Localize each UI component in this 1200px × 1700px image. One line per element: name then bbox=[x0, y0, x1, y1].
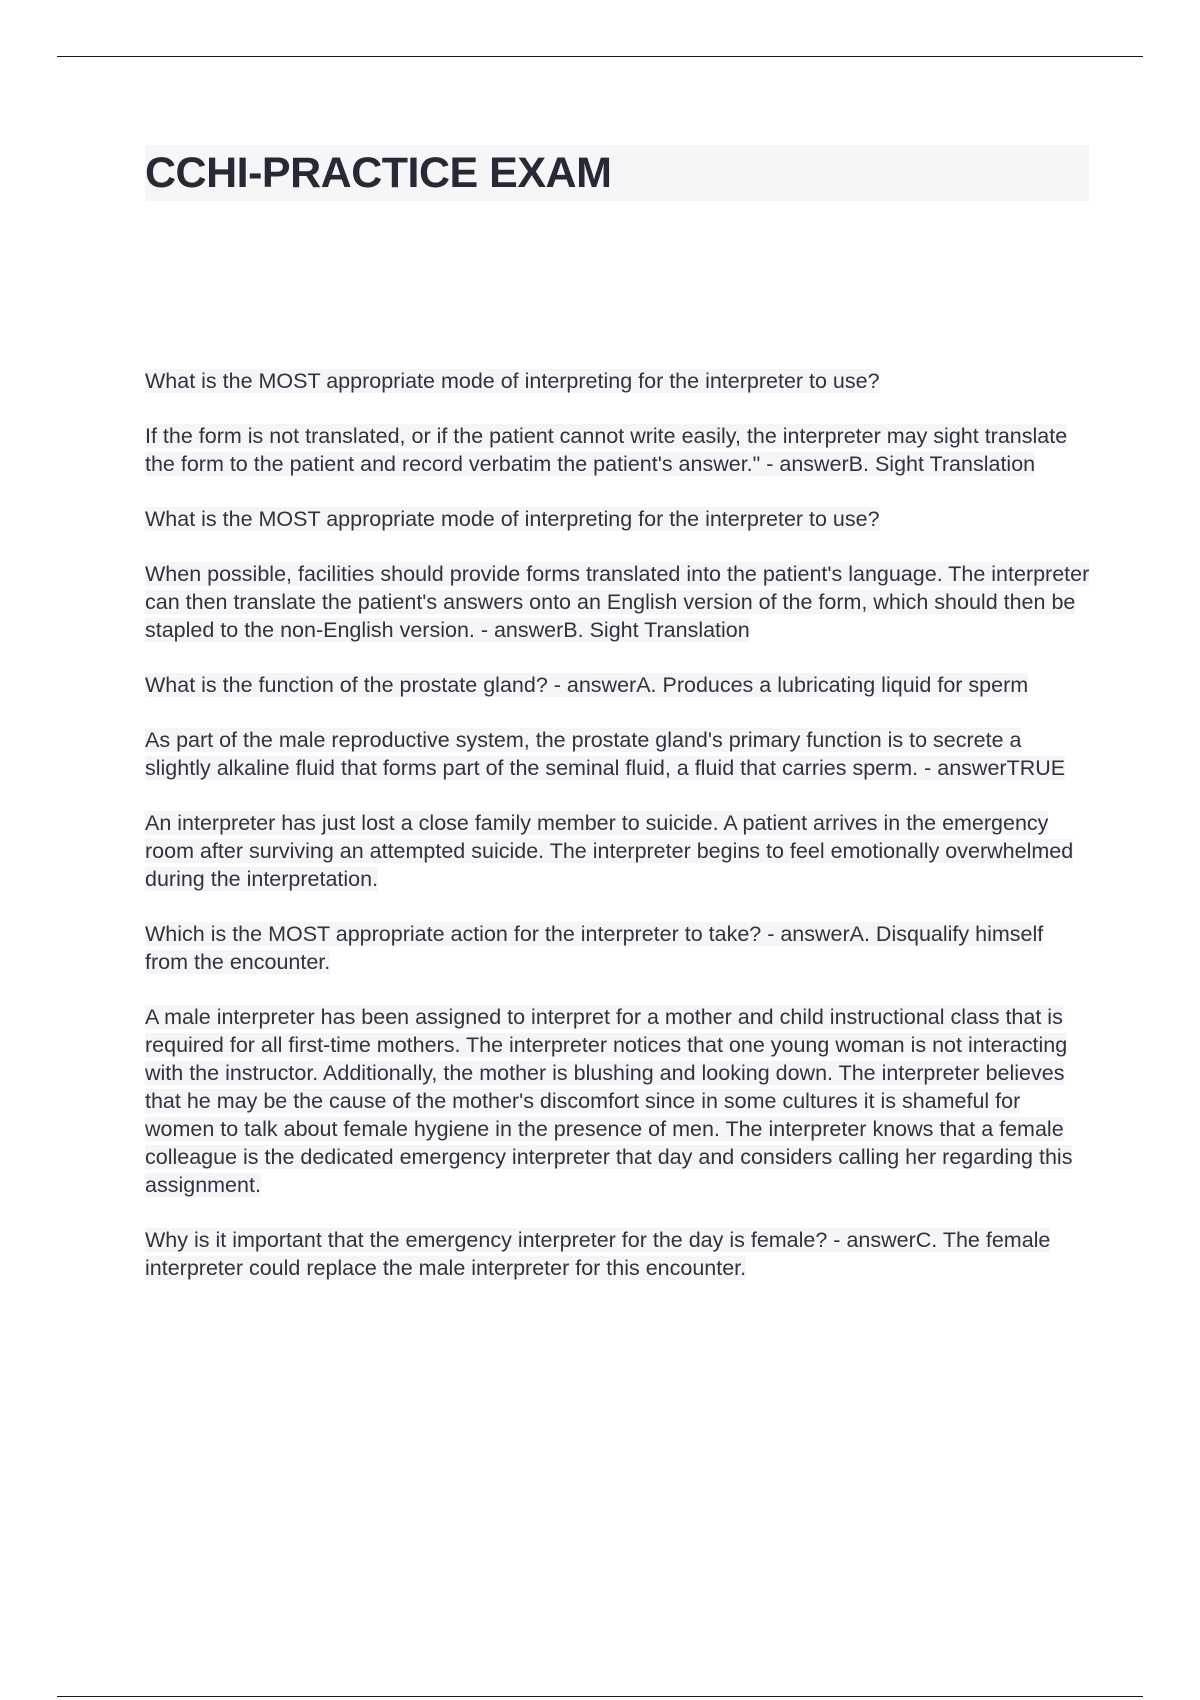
document-body bbox=[145, 367, 1091, 1309]
paragraph-8 bbox=[145, 920, 1091, 976]
page-title: CCHI-PRACTICE EXAM bbox=[145, 149, 612, 197]
paragraph-1 bbox=[145, 367, 1091, 395]
paragraph-6 bbox=[145, 726, 1091, 782]
paragraph-4 bbox=[145, 560, 1091, 644]
paragraph-text: If the form is not translated, or if the patient cannot write easily, the interpreter may sight translate the form to the patient and record verbatim the patient's answer." - answerB. Sight Translation bbox=[145, 424, 1068, 476]
paragraph-2 bbox=[145, 422, 1091, 478]
paragraph-text: A male interpreter has been assigned to interpret for a mother and child instructional class that is required for all first-time mothers. The interpreter notices that one young woman is not interacting with the instructor. Additionally, the mother is blushing and looking down. The interpreter believes that he may be the cause of the mother's discomfort since in some cultures it is shameful for women to talk about female hygiene in the presence of men. The interpreter knows that a female colleague is the dedicated emergency interpreter that day and considers calling her regarding this assignment. bbox=[145, 1005, 1073, 1197]
paragraph-9 bbox=[145, 1003, 1091, 1199]
paragraph-text: What is the MOST appropriate mode of interpreting for the interpreter to use? bbox=[145, 507, 880, 531]
title-block bbox=[145, 145, 1089, 201]
paragraph-10 bbox=[145, 1226, 1091, 1282]
paragraph-text: What is the function of the prostate gland? - answerA. Produces a lubricating liquid for sperm bbox=[145, 673, 1029, 697]
paragraph-text: An interpreter has just lost a close family member to suicide. A patient arrives in the emergency room after surviving an attempted suicide. The interpreter begins to feel emotionally overwhelmed during the interpretation. bbox=[145, 811, 1074, 891]
paragraph-text: When possible, facilities should provide forms translated into the patient's language. The interpreter can then translate the patient's answers onto an English version of the form, which should then be stapled to the non-English version. - answerB. Sight Translation bbox=[145, 562, 1090, 642]
paragraph-text: What is the MOST appropriate mode of interpreting for the interpreter to use? bbox=[145, 369, 880, 393]
paragraph-7 bbox=[145, 809, 1091, 893]
paragraph-5 bbox=[145, 671, 1091, 699]
paragraph-text: Why is it important that the emergency interpreter for the day is female? - answerC. The female interpreter could replace the male interpreter for this encounter. bbox=[145, 1228, 1051, 1280]
paragraph-3 bbox=[145, 505, 1091, 533]
paragraph-text: Which is the MOST appropriate action for the interpreter to take? - answerA. Disqualify himself from the encounter. bbox=[145, 922, 1044, 974]
top-divider bbox=[57, 56, 1143, 57]
paragraph-text: As part of the male reproductive system, the prostate gland's primary function is to secrete a slightly alkaline fluid that forms part of the seminal fluid, a fluid that carries sperm. - answerTRUE bbox=[145, 728, 1066, 780]
bottom-divider bbox=[57, 1696, 1143, 1697]
